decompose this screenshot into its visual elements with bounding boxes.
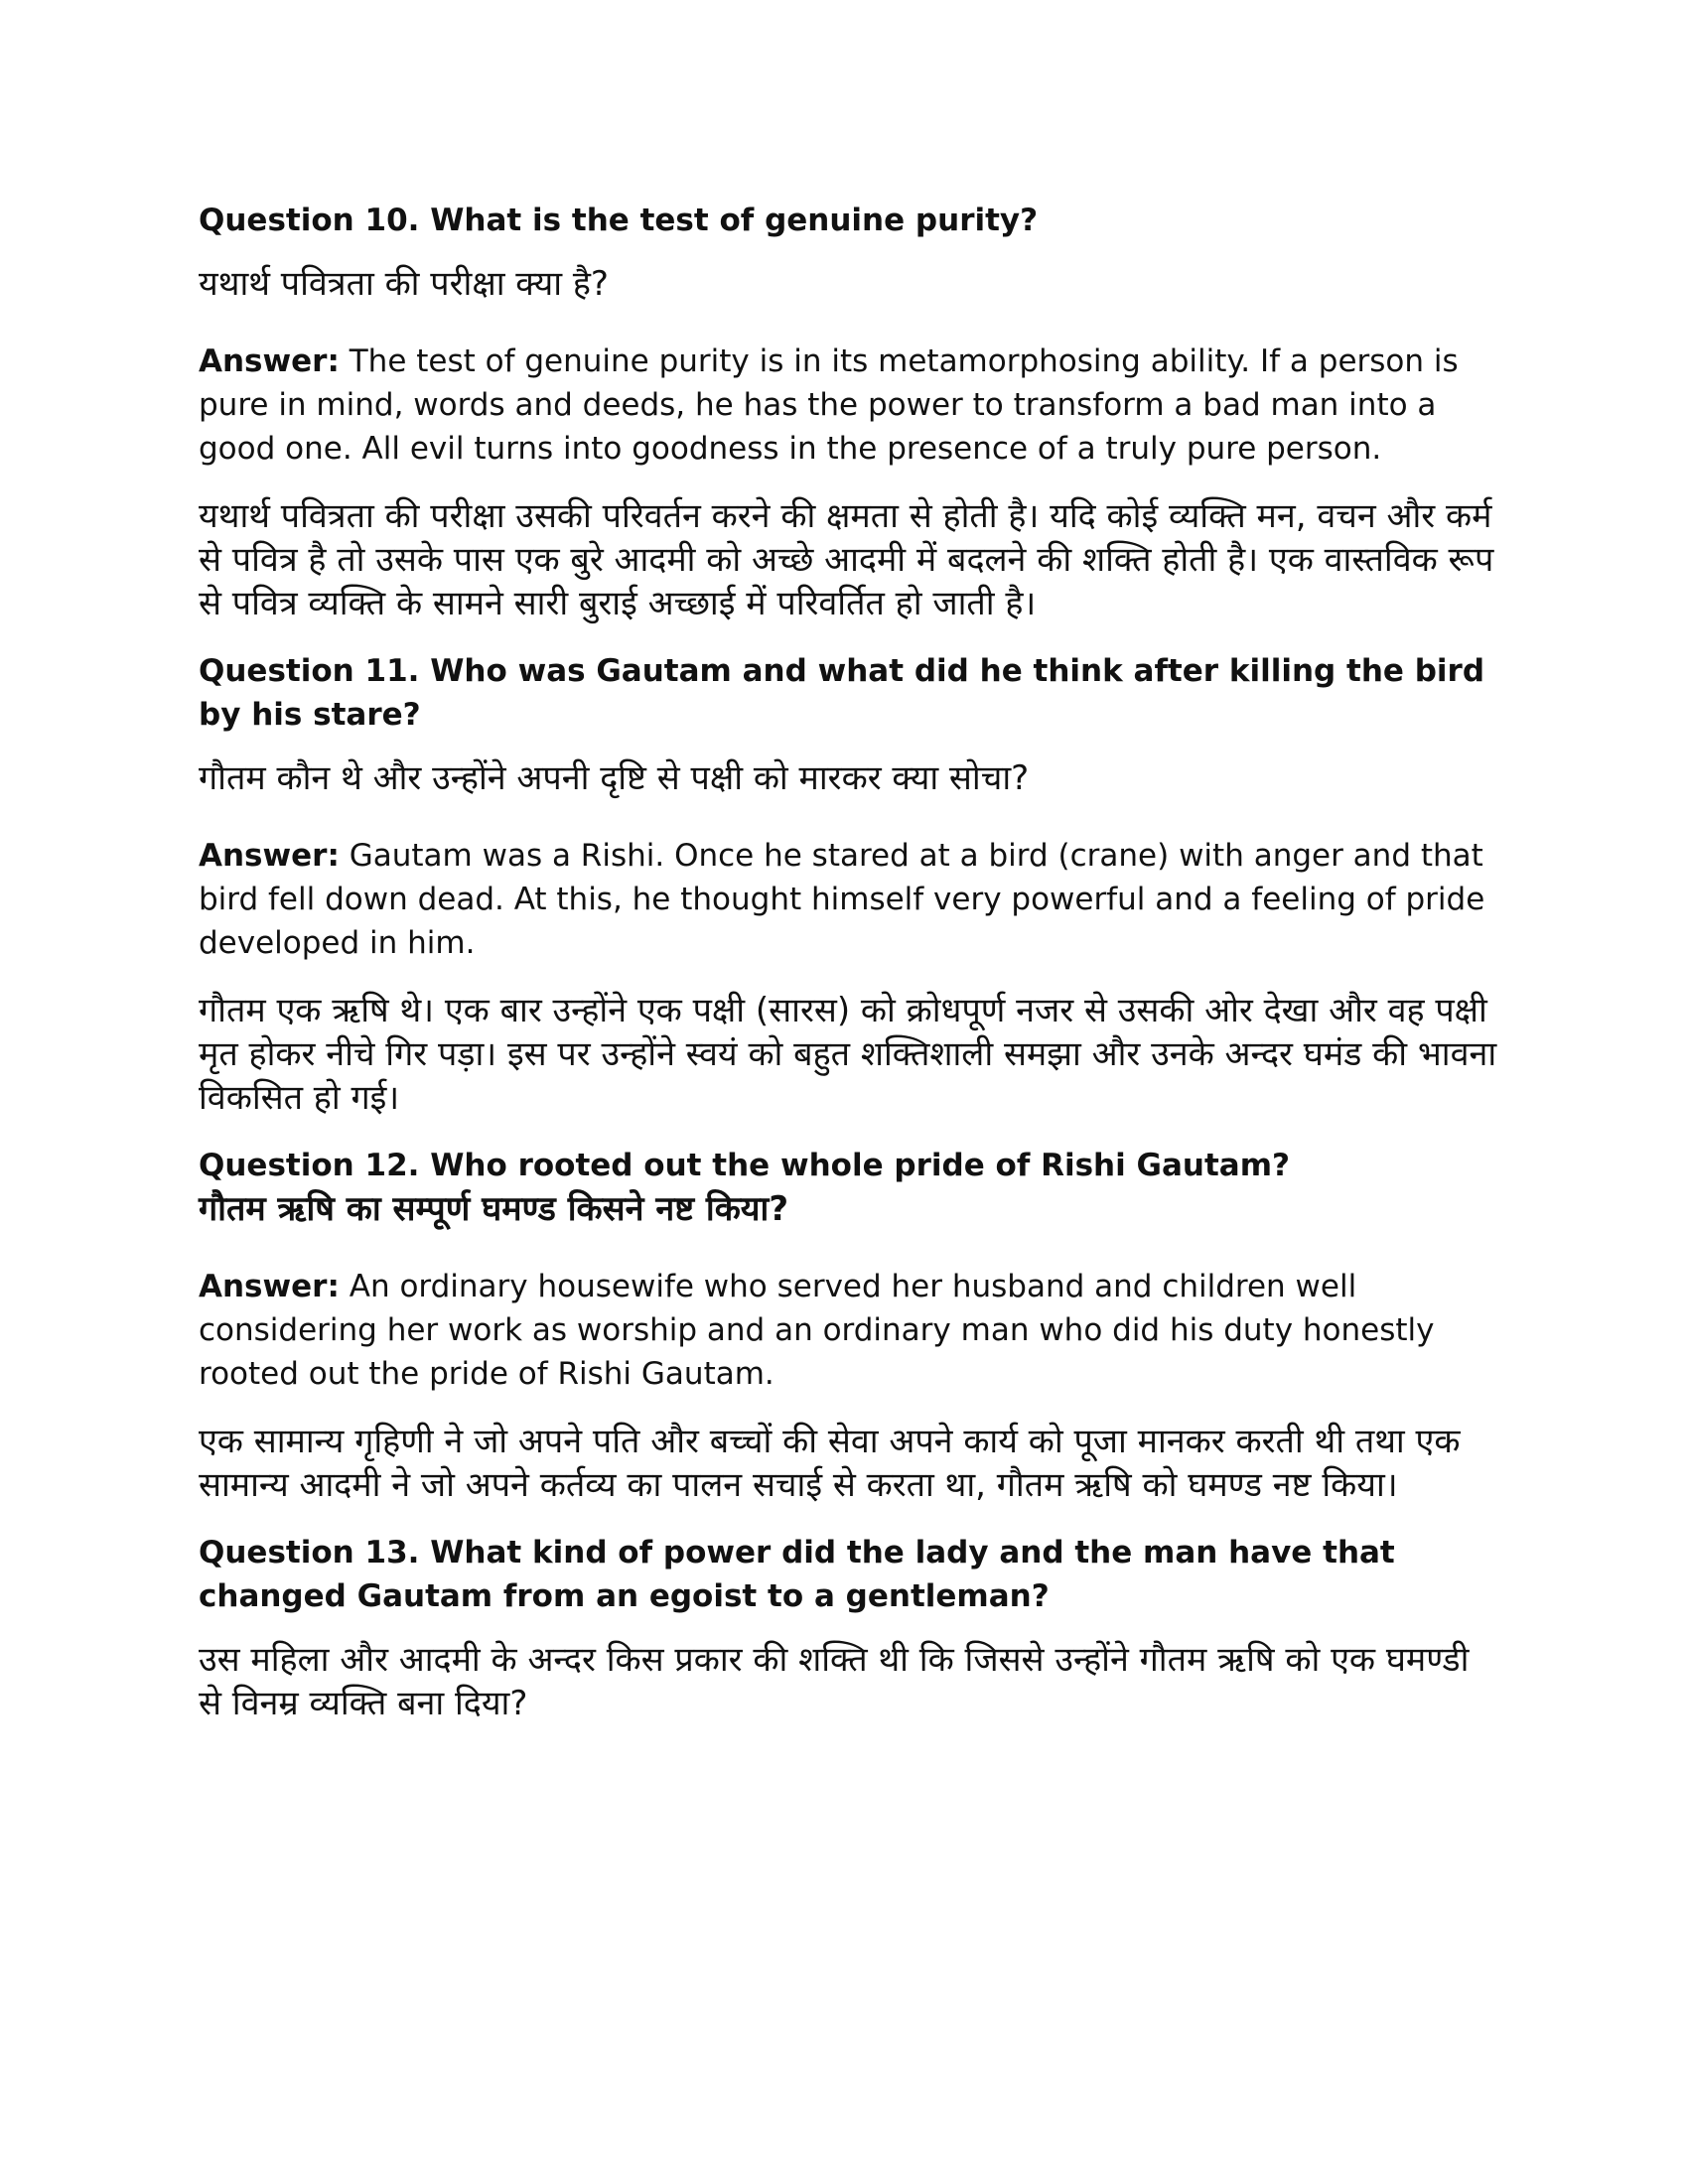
question-12: Question 12. Who rooted out the whole pride of Rishi Gautam? [199, 1148, 1290, 1183]
document-page [199, 199, 1499, 1725]
question-10: Question 10. What is the test of genuine purity? [199, 203, 1039, 238]
answer-12 [199, 1265, 1499, 1396]
answer-label: Answer: [199, 838, 340, 874]
question-10-hindi: यथार्थ पवित्रता की परीक्षा क्या है? [199, 264, 609, 304]
answer-10-hindi: यथार्थ पवित्रता की परीक्षा उसकी परिवर्तन करने की क्षमता से होती है। यदि कोई व्यक्ति मन, वचन और कर्म से पवित्र है तो उसके पास एक बुरे आदमी को अच्छे आदमी में बदलने की शक्ति होती है। एक वास्तविक रूप से पवित्र व्यक्ति के सामने सारी बुराई अच्छाई में परिवर्तित हो जाती है। [199, 496, 1494, 623]
answer-11-text: Gautam was a Rishi. Once he stared at a bird (crane) with anger and that bird fell down dead. At this, he thought himself very powerful and a feeling of pride developed in him. [199, 838, 1485, 961]
answer-12-hindi: एक सामान्य गृहिणी ने जो अपने पति और बच्चों की सेवा अपने कार्य को पूजा मानकर करती थी तथा एक सामान्य आदमी ने जो अपने कर्तव्य का पालन सचाई से करता था, गौतम ऋषि को घमण्ड नष्ट किया। [199, 1422, 1461, 1505]
answer-12-text: An ordinary housewife who served her husband and children well considering her work as worship and an ordinary man who did his duty honestly rooted out the pride of Rishi Gautam. [199, 1269, 1435, 1392]
answer-11-hindi: गौतम एक ऋषि थे। एक बार उन्होंने एक पक्षी (सारस) को क्रोधपूर्ण नजर से उसकी ओर देखा और वह पक्षी मृत होकर नीचे गिर पड़ा। इस पर उन्होंने स्वयं को बहुत शक्तिशाली समझा और उनके अन्दर घमंड की भावना विकसित हो गई। [199, 991, 1497, 1118]
question-13-hindi: उस महिला और आदमी के अन्दर किस प्रकार की शक्ति थी कि जिससे उन्होंने गौतम ऋषि को एक घमण्डी से विनम्र व्यक्ति बना दिया? [199, 1640, 1470, 1723]
answer-label: Answer: [199, 1269, 340, 1304]
question-11: Question 11. Who was Gautam and what did he think after killing the bird by his stare? [199, 653, 1485, 733]
question-12-hindi: गौतम ऋषि का सम्पूर्ण घमण्ड किसने नष्ट किया? [199, 1189, 789, 1229]
answer-label: Answer: [199, 343, 340, 379]
answer-10-text: The test of genuine purity is in its metamorphosing ability. If a person is pure in mind, words and deeds, he has the power to transform a bad man into a good one. All evil turns into goodness in the presence of a truly pure person. [199, 343, 1459, 467]
answer-10 [199, 340, 1499, 471]
answer-11 [199, 834, 1499, 965]
question-11-hindi: गौतम कौन थे और उन्होंने अपनी दृष्टि से पक्षी को मारकर क्या सोचा? [199, 758, 1030, 798]
question-13: Question 13. What kind of power did the lady and the man have that changed Gautam from an egoist to a gentleman? [199, 1535, 1395, 1614]
